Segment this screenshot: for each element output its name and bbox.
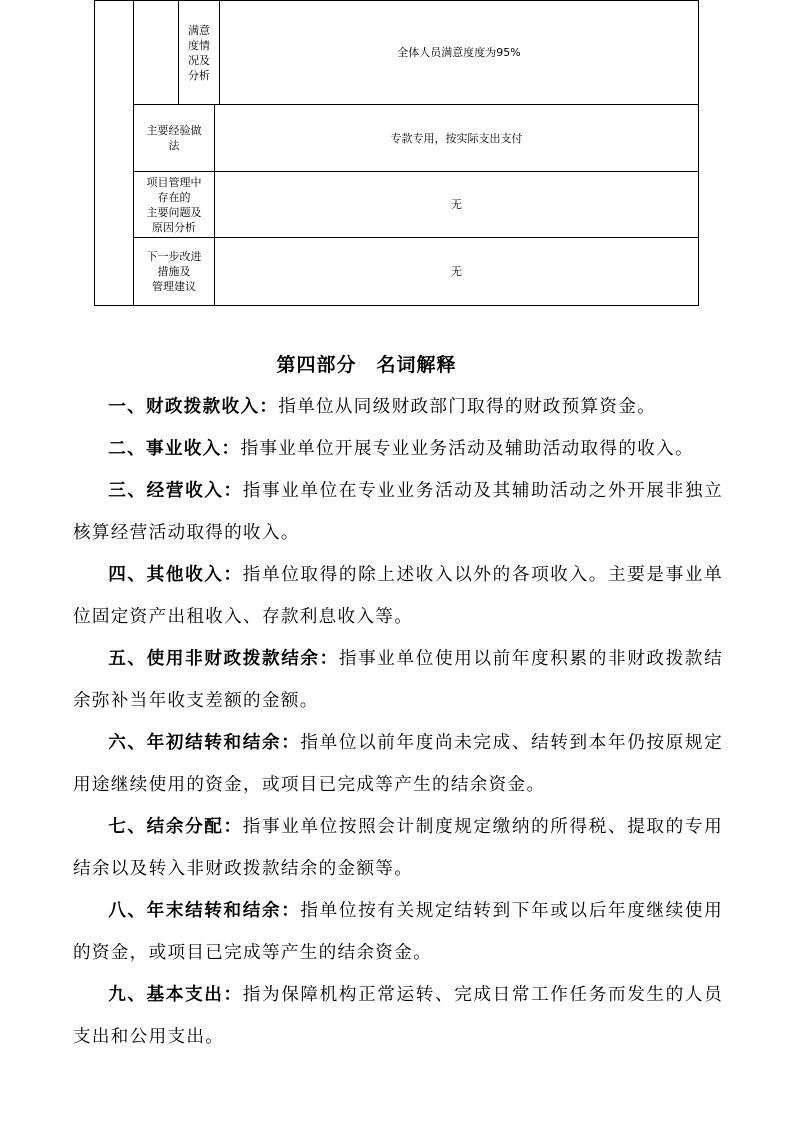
glossary-item: [73, 470, 723, 554]
problems-value: 无: [451, 198, 462, 211]
term-definition: 指单位按有关规定结转到下年或以后年度继续使用的资金，或项目已完成等产生的结余资金。: [73, 901, 723, 963]
glossary-item: [73, 554, 723, 638]
term-definition: 指事业单位按照会计制度规定缴纳的所得税、提取的专用结余以及转入非财政拨款结余的金额等。: [73, 817, 723, 879]
term-name: 七、结余分配：: [108, 817, 243, 837]
table-border-right: [698, 0, 699, 306]
table-border-bottom: [94, 305, 699, 306]
term-definition: 指为保障机构正常运转、完成日常工作任务而发生的人员支出和公用支出。: [73, 985, 723, 1047]
problems-label: 项目管理中 存在的 主要问题及 原因分析: [146, 175, 202, 234]
glossary: [73, 386, 723, 1058]
term-definition: 指事业单位使用以前年度积累的非财政拨款结余弥补当年收支差额的金额。: [73, 649, 723, 711]
improvement-value: 无: [451, 265, 462, 278]
glossary-item: [73, 722, 723, 806]
glossary-item: [73, 974, 723, 1058]
term-name: 九、基本支出：: [108, 985, 243, 1005]
glossary-item: [73, 386, 723, 428]
term-name: 一、财政拨款收入：: [108, 397, 279, 417]
glossary-item: [73, 806, 723, 890]
term-definition: 指单位从同级财政部门取得的财政预算资金。: [278, 397, 657, 417]
section-title: 第四部分 名词解释: [276, 354, 457, 376]
term-name: 八、年末结转和结余：: [108, 901, 301, 921]
term-definition: 指单位以前年度尚未完成、结转到本年仍按原规定用途继续使用的资金，或项目已完成等产生的结余资金。: [73, 733, 723, 795]
term-definition: 指事业单位在专业业务活动及其辅助活动之外开展非独立核算经营活动取得的收入。: [73, 481, 723, 543]
experience-value: 专款专用，按实际支出支付: [390, 131, 523, 145]
satisfaction-value: 全体人员满意度度为95%: [397, 46, 521, 59]
improvement-label: 下一步改进 措施及 管理建议: [146, 250, 202, 293]
term-name: 六、年初结转和结余：: [108, 733, 301, 753]
glossary-item: [73, 890, 723, 974]
term-name: 二、事业收入：: [108, 439, 241, 459]
performance-table: [0, 0, 793, 310]
term-name: 三、经营收入：: [108, 481, 243, 501]
glossary-item: [73, 428, 723, 470]
term-name: 五、使用非财政拨款结余：: [108, 649, 339, 669]
term-definition: 指事业单位开展专业业务活动及辅助活动取得的收入。: [240, 439, 694, 459]
satisfaction-label: 满意 度情 况及 分析: [188, 23, 210, 82]
term-name: 四、其他收入：: [108, 565, 243, 585]
table-border-left: [94, 0, 95, 306]
term-definition: 指单位取得的除上述收入以外的各项收入。主要是事业单位固定资产出租收入、存款利息收入等。: [73, 565, 723, 627]
experience-label: 主要经验做 法: [146, 124, 202, 152]
glossary-item: [73, 638, 723, 722]
